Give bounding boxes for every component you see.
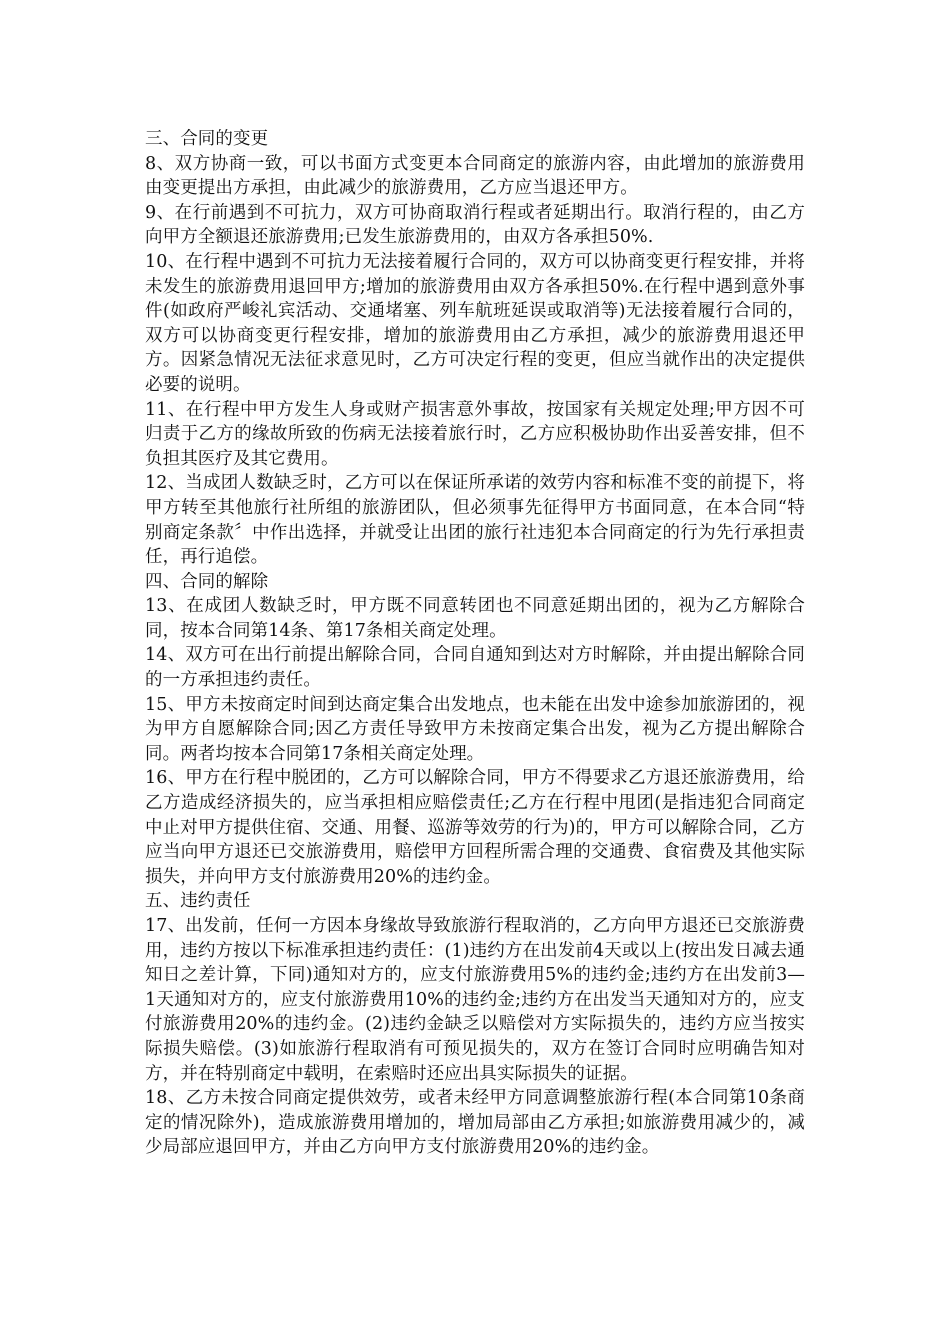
clause-18: 18、乙方未按合同商定提供效劳，或者未经甲方同意调整旅游行程(本合同第10条商定的情况除外)，造成旅游费用增加的，增加局部由乙方承担;如旅游费用减少的，减少局部应退回甲方，并由乙方向甲方支付旅游费用20%的违约金。 [145, 1088, 805, 1158]
clause-10: 10、在行程中遇到不可抗力无法接着履行合同的，双方可以协商变更行程安排，并将未发生的旅游费用退回甲方;增加的旅游费用由双方各承担50%.在行程中遇到意外事件(如政府严峻礼宾活动、交通堵塞、列车航班延误或取消等)无法接着履行合同的，双方可以协商变更行程安排，增加的旅游费用由乙方承担，减少的旅游费用退还甲方。因紧急情况无法征求意见时，乙方可决定行程的变更，但应当就作出的决定提供必要的说明。 [145, 251, 805, 395]
clause-11: 11、在行程中甲方发生人身或财产损害意外事故，按国家有关规定处理;甲方因不可归责于乙方的缘故所致的伤病无法接着旅行时，乙方应积极协助作出妥善安排，但不负担其医疗及其它费用。 [145, 399, 805, 469]
clause-17: 17、出发前，任何一方因本身缘故导致旅游行程取消的，乙方向甲方退还已交旅游费用，违约方按以下标准承担违约责任：(1)违约方在出发前4天或以上(按出发日减去通知日之差计算，下同)通知对方的，应支付旅游费用5%的违约金;违约方在出发前3—1天通知对方的，应支付旅游费用10%的违约金;违约方在出发当天通知对方的，应支付旅游费用20%的违约金。(2)违约金缺乏以赔偿对方实际损失的，违约方应当按实际损失赔偿。(3)如旅游行程取消有可预见损失的，双方在签订合同时应明确告知对方，并在特别商定中载明，在索赔时还应出具实际损失的证据。 [145, 916, 805, 1084]
document-body [145, 127, 805, 1160]
clause-8: 8、双方协商一致，可以书面方式变更本合同商定的旅游内容，由此增加的旅游费用由变更提出方承担，由此减少的旅游费用，乙方应当退还甲方。 [145, 153, 805, 199]
clause-15: 15、甲方未按商定时间到达商定集合出发地点，也未能在出发中途参加旅游团的，视为甲方自愿解除合同;因乙方责任导致甲方未按商定集合出发，视为乙方提出解除合同。两者均按本合同第17条相关商定处理。 [145, 694, 805, 764]
clause-13: 13、在成团人数缺乏时，甲方既不同意转团也不同意延期出团的，视为乙方解除合同，按本合同第14条、第17条相关商定处理。 [145, 596, 805, 641]
clause-14: 14、双方可在出行前提出解除合同，合同自通知到达对方时解除，并由提出解除合同的一方承担违约责任。 [145, 645, 805, 691]
clause-16: 16、甲方在行程中脱团的，乙方可以解除合同，甲方不得要求乙方退还旅游费用，给乙方造成经济损失的，应当承担相应赔偿责任;乙方在行程中甩团(是指违犯合同商定中止对甲方提供住宿、交通、用餐、巡游等效劳的行为)的，甲方可以解除合同，乙方应当向甲方退还已交旅游费用，赔偿甲方回程所需合理的交通费、食宿费及其他实际损失，并向甲方支付旅游费用20%的违约金。 [145, 768, 805, 887]
section-heading-breach-liability: 五、违约责任 [145, 891, 251, 912]
clause-9: 9、在行前遇到不可抗力，双方可协商取消行程或者延期出行。取消行程的，由乙方向甲方全额退还旅游费用;已发生旅游费用的，由双方各承担50%. [145, 202, 805, 248]
section-heading-contract-termination: 四、合同的解除 [145, 571, 269, 592]
clause-12: 12、当成团人数缺乏时，乙方可以在保证所承诺的效劳内容和标准不变的前提下，将甲方转至其他旅行社所组的旅游团队，但必须事先征得甲方书面同意，在本合同“特别商定条款〞中作出选择，并就受让出团的旅行社违犯本合同商定的行为先行承担责任，再行追偿。 [145, 473, 805, 568]
section-heading-contract-change: 三、合同的变更 [145, 129, 269, 149]
